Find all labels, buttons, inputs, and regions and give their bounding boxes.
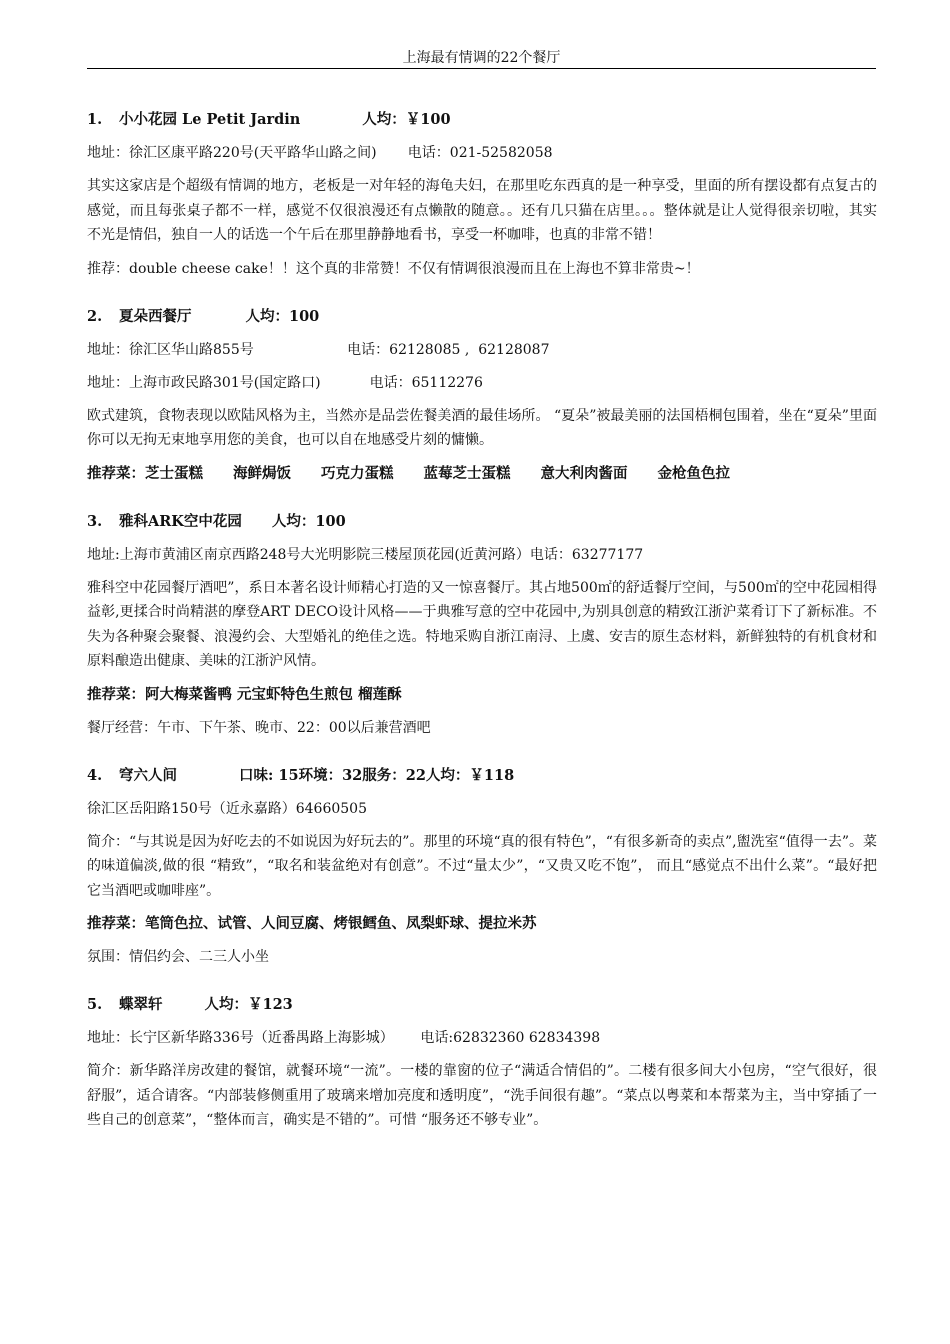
restaurant-number: 4. bbox=[87, 766, 103, 784]
dish-item: 蓝莓芝士蛋糕 bbox=[423, 464, 511, 482]
restaurant-number: 1. bbox=[87, 111, 103, 128]
document-body bbox=[87, 108, 877, 1157]
restaurant-price: 口味: 15环境：32服务：22人均：￥118 bbox=[239, 766, 515, 784]
restaurant-price: 人均：￥123 bbox=[204, 996, 293, 1013]
restaurant-heading bbox=[87, 993, 877, 1017]
dish-item: 海鲜焗饭 bbox=[233, 464, 291, 482]
restaurant-description: 简介：“与其说是因为好吃去的不如说因为好玩去的”。那里的环境“真的很有特色”，“有很多新奇的卖点”,盥洗室“值得一去”。菜的味道偏淡,做的很 “精致”，“取名和装盆绝对有创意”。不过“量太少”，“又贵又吃不饱”， 而且“感觉点不出什么菜”。“最好把它当酒吧或咖啡座”。 bbox=[87, 833, 877, 899]
recommended-dishes bbox=[87, 462, 877, 486]
restaurant-name: 夏朵西餐厅 bbox=[119, 307, 192, 325]
restaurant-name: 蝶翠轩 bbox=[119, 996, 163, 1013]
restaurant-4 bbox=[87, 764, 877, 970]
restaurant-name: 穹六人间 bbox=[119, 766, 177, 784]
restaurant-atmosphere: 氛围：情侣约会、二三人小坐 bbox=[87, 949, 269, 965]
restaurant-price: 人均：100 bbox=[271, 512, 346, 530]
restaurant-recommend: 推荐：double cheese cake！！这个真的非常赞！不仅有情调很浪漫而且在上海也不算非常贵~！ bbox=[87, 260, 700, 277]
dishes-label: 推荐菜： bbox=[87, 464, 145, 482]
restaurant-number: 2. bbox=[87, 307, 103, 325]
restaurant-5 bbox=[87, 993, 877, 1133]
restaurant-address: 地址：徐汇区华山路855号 电话：62128085 , 62128087 bbox=[87, 341, 550, 358]
restaurant-heading bbox=[87, 510, 877, 534]
restaurant-description: 简介：新华路洋房改建的餐馆，就餐环境“一流”。一楼的靠窗的位子“满适合情侣的”。二楼有很多间大小包房，“空气很好，很舒服”，适合请客。“内部装修侧重用了玻璃来增加亮度和透明度”，“洗手间很有趣”。“菜点以粤菜和本帮菜为主，当中穿插了一些自己的创意菜”，“整体而言，确实是不错的”。可惜 “服务还不够专业”。 bbox=[87, 1063, 877, 1128]
restaurant-address: 地址：长宁区新华路336号（近番禺路上海影城） 电话:62832360 62834398 bbox=[87, 1030, 601, 1046]
restaurant-address-2: 地址：上海市政民路301号(国定路口) 电话：65112276 bbox=[87, 374, 483, 391]
restaurant-name: 雅科ARK空中花园 bbox=[119, 512, 242, 530]
dish-item: 芝士蛋糕 bbox=[145, 464, 203, 482]
restaurant-1 bbox=[87, 108, 877, 281]
restaurant-heading bbox=[87, 305, 877, 329]
restaurant-price: 人均：￥100 bbox=[362, 111, 451, 128]
restaurant-address: 地址：徐汇区康平路220号(天平路华山路之间) 电话：021-52582058 bbox=[87, 145, 553, 161]
dish-item: 巧克力蛋糕 bbox=[321, 464, 394, 482]
restaurant-description: 其实这家店是个超级有情调的地方，老板是一对年轻的海龟夫妇，在那里吃东西真的是一种享受，里面的所有摆设都有点复古的感觉，而且每张桌子都不一样，感觉不仅很浪漫还有点懒散的随意。。还有几只猫在店里。。。整体就是让人觉得很亲切啦，其实不光是情侣，独自一人的话选一个午后在那里静静地看书，享受一杯咖啡，也真的非常不错！ bbox=[87, 178, 877, 243]
page-header bbox=[87, 48, 876, 69]
dish-item: 意大利肉酱面 bbox=[540, 464, 628, 482]
restaurant-price: 人均：100 bbox=[245, 307, 320, 325]
restaurant-address: 徐汇区岳阳路150号（近永嘉路）64660505 bbox=[87, 800, 367, 817]
recommended-dishes: 推荐菜：阿大梅菜酱鸭 元宝虾特色生煎包 榴莲酥 bbox=[87, 685, 402, 703]
restaurant-address: 地址:上海市黄浦区南京西路248号大光明影院三楼屋顶花园(近黄河路）电话：63277177 bbox=[87, 546, 644, 563]
restaurant-number: 3. bbox=[87, 512, 103, 530]
restaurant-hours: 餐厅经营：午市、下午茶、晚市、22：00以后兼营酒吧 bbox=[87, 719, 431, 736]
restaurant-3 bbox=[87, 510, 877, 740]
restaurant-number: 5. bbox=[87, 996, 103, 1013]
restaurant-heading bbox=[87, 108, 877, 132]
restaurant-2 bbox=[87, 305, 877, 486]
page-title: 上海最有情调的22个餐厅 bbox=[402, 50, 561, 66]
recommended-dishes: 推荐菜：笔筒色拉、试管、人间豆腐、烤银鳕鱼、凤梨虾球、提拉米苏 bbox=[87, 915, 537, 932]
restaurant-description: 雅科空中花园餐厅酒吧”，系日本著名设计师精心打造的又一惊喜餐厅。其占地500㎡的舒适餐厅空间，与500㎡的空中花园相得益彰,更揉合时尚精湛的摩登ART DECO设计风格——于典雅写意的空中花园中,为别具创意的精致江浙沪菜肴订下了新标准。不失为各种聚会聚餐、浪漫约会、大型婚礼的绝佳之选。特地采购自浙江南浔、上虞、安吉的原生态材料，新鲜独特的有机食材和原料酿造出健康、美味的江浙沪风情。 bbox=[87, 579, 877, 669]
restaurant-description: 欧式建筑，食物表现以欧陆风格为主，当然亦是品尝佐餐美酒的最佳场所。 “夏朵”被最美丽的法国梧桐包围着，坐在“夏朵”里面你可以无拘无束地享用您的美食，也可以自在地感受片刻的慵懒。 bbox=[87, 407, 877, 448]
dish-item: 金枪鱼色拉 bbox=[657, 464, 730, 482]
restaurant-heading bbox=[87, 764, 877, 788]
restaurant-name: 小小花园 Le Petit Jardin bbox=[119, 111, 301, 128]
